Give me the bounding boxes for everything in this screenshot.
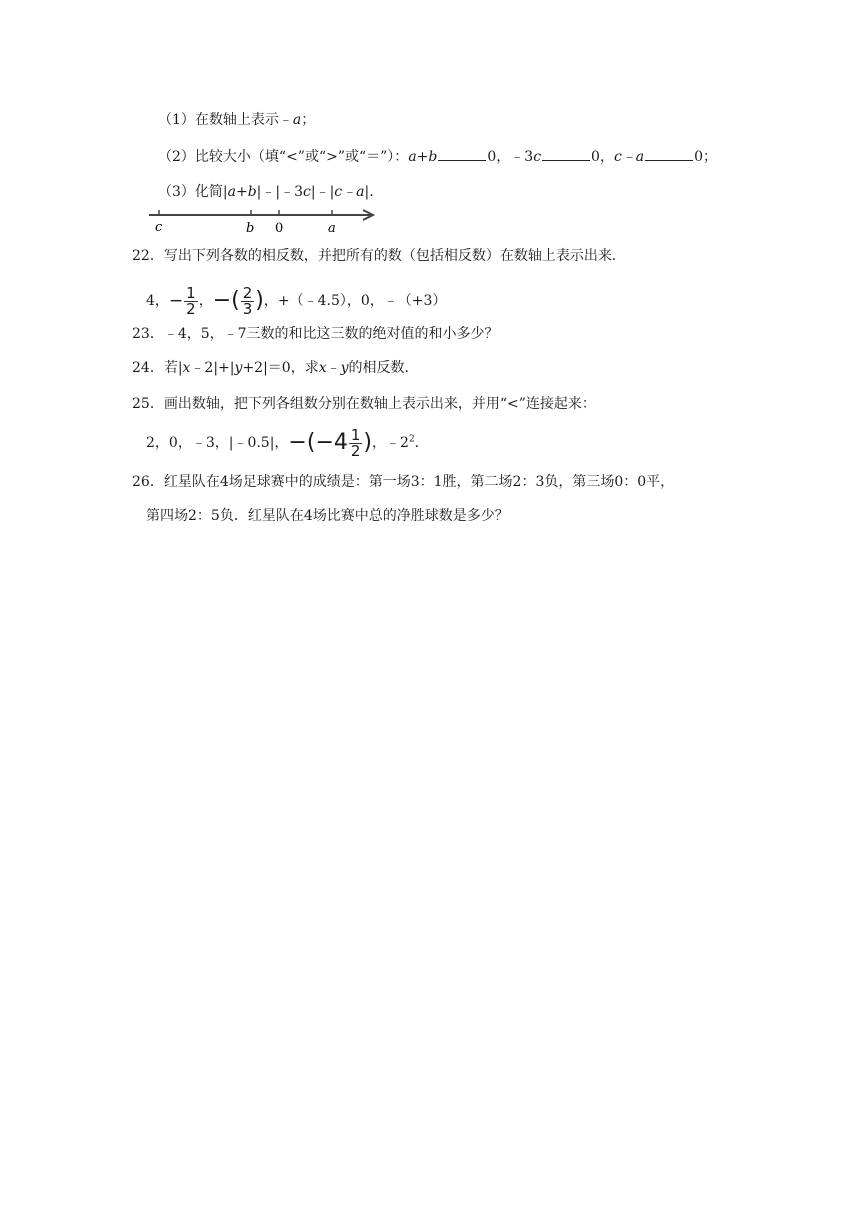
q24-text: 24．若|x﹣2|+|y+2|＝0，求x﹣y的相反数． xyxy=(132,360,419,376)
q25-numbers: 2，0，﹣3，|﹣0.5|，−(−4 $\frac{1}{2}$ )，$﹣2^2$. xyxy=(146,425,420,460)
q22-numbers: 4，− $\frac{1}{2}$ ，−( $\frac{2}{3}$ )，+（﹣4.5），0，﹣（+3） xyxy=(146,283,447,318)
answer-blank-2[interactable] xyxy=(542,146,590,161)
answer-blank-3[interactable] xyxy=(645,146,693,161)
axis-label-a: a xyxy=(328,221,336,236)
q22-title: 22．写出下列各数的相反数，并把所有的数（包括相反数）在数轴上表示出来． xyxy=(132,248,626,264)
axis-label-c: c xyxy=(155,220,163,235)
axis-label-0: 0 xyxy=(275,221,284,236)
q21-part2: （2）比较大小（填“<”或“>”或“＝”）：a+b 0，﹣3c 0，c﹣a 0； xyxy=(158,146,717,167)
q23-text: 23．﹣4，5，﹣7三数的和比这三数的绝对值的和小多少？ xyxy=(132,326,499,342)
fraction-one-half: $\frac{1}{2}$ xyxy=(350,425,361,460)
fraction-two-thirds: $\frac{2}{3}$ xyxy=(242,283,253,318)
q25-title: 25．画出数轴，把下列各组数分别在数轴上表示出来，并用“<”连接起来： xyxy=(132,396,596,412)
q26-line1: 26．红星队在4场足球赛中的成绩是：第一场3：1胜，第二场2：3负，第三场0：0平， xyxy=(132,474,675,490)
answer-blank-1[interactable] xyxy=(438,146,486,161)
q21-part3: （3）化简|a+b|﹣|﹣3c|﹣|c﹣a|. xyxy=(158,184,374,200)
axis-label-b: b xyxy=(246,221,255,236)
number-line-figure xyxy=(145,206,385,236)
q21-part1: （1）在数轴上表示﹣a； xyxy=(158,112,316,128)
fraction-one-half: $\frac{1}{2}$ xyxy=(186,283,196,318)
q26-line2: 第四场2：5负．红星队在4场比赛中总的净胜球数是多少？ xyxy=(146,508,509,524)
